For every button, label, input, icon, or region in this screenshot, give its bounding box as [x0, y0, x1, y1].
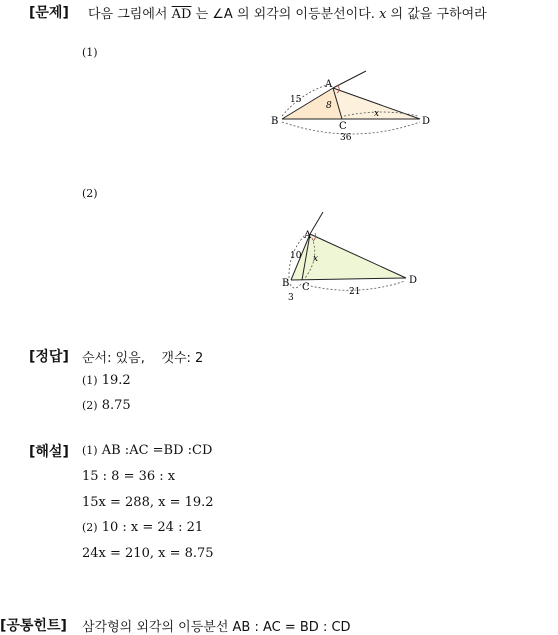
figure-1: [262, 66, 440, 144]
answer-value-2: 8.75: [101, 398, 131, 413]
vertex-c: C: [302, 282, 310, 293]
solution-tag: [해설]: [29, 444, 69, 460]
hint-tag: [공통힌트]: [0, 618, 67, 634]
length-ab: 15: [290, 95, 302, 105]
solution-label-4: (2): [82, 521, 98, 534]
length-bc: 3: [288, 293, 294, 303]
variable-x: x: [379, 7, 387, 22]
figure-2: [278, 208, 426, 304]
vertex-b: B: [271, 116, 279, 127]
answer-item-1: [82, 373, 131, 388]
solution-text-4: 10 : x = 24 : 21: [101, 520, 204, 535]
answer-value-1: 19.2: [101, 373, 131, 388]
arc-bc: [290, 284, 301, 288]
answer-tag: [정답]: [29, 349, 69, 365]
problem-mid: 는 ∠A 의 외각의 이등분선이다.: [191, 7, 380, 22]
problem-prefix: 다음 그림에서: [88, 7, 172, 22]
vertex-d: D: [409, 275, 418, 286]
solution-line-3: 15x = 288, x = 19.2: [82, 495, 214, 510]
part-2-label: (2): [82, 187, 98, 200]
answer-label-2: (2): [82, 399, 98, 412]
vertex-d: D: [422, 116, 431, 127]
answer-label-1: (1): [82, 374, 98, 387]
length-ac: x: [313, 254, 319, 264]
problem-statement: [88, 3, 487, 22]
solution-line-4: [82, 520, 203, 535]
problem-suffix: 의 값을 구하여라: [386, 7, 487, 22]
line-ray: [333, 71, 366, 88]
answer-item-2: [82, 398, 131, 413]
solution-label-1: (1): [82, 444, 98, 457]
answer-order-count: 순서: 있음, 갯수: 2: [82, 351, 204, 366]
solution-line-2: 15 : 8 = 36 : x: [82, 469, 176, 484]
solution-text-1: AB :AC =BD :CD: [101, 443, 213, 458]
vertex-c: C: [339, 121, 347, 132]
length-cd: x: [374, 109, 380, 119]
problem-tag: [문제]: [29, 5, 69, 21]
vertex-a: A: [325, 79, 333, 90]
line-ray: [310, 212, 323, 234]
solution-line-1: [82, 443, 212, 458]
vertex-a: A: [304, 230, 312, 241]
length-ac: 8: [326, 101, 332, 111]
solution-line-5: 24x = 210, x = 8.75: [82, 546, 214, 561]
length-cd: 21: [349, 287, 361, 297]
part-1-label: (1): [82, 46, 98, 59]
length-bd: 36: [340, 133, 352, 143]
hint-text: 삼각형의 외각의 이등분선 AB : AC = BD : CD: [82, 620, 351, 635]
segment-ad: $\overline{AD}$: [171, 7, 192, 22]
length-ab: 10: [290, 251, 302, 261]
vertex-b: B: [282, 278, 290, 289]
